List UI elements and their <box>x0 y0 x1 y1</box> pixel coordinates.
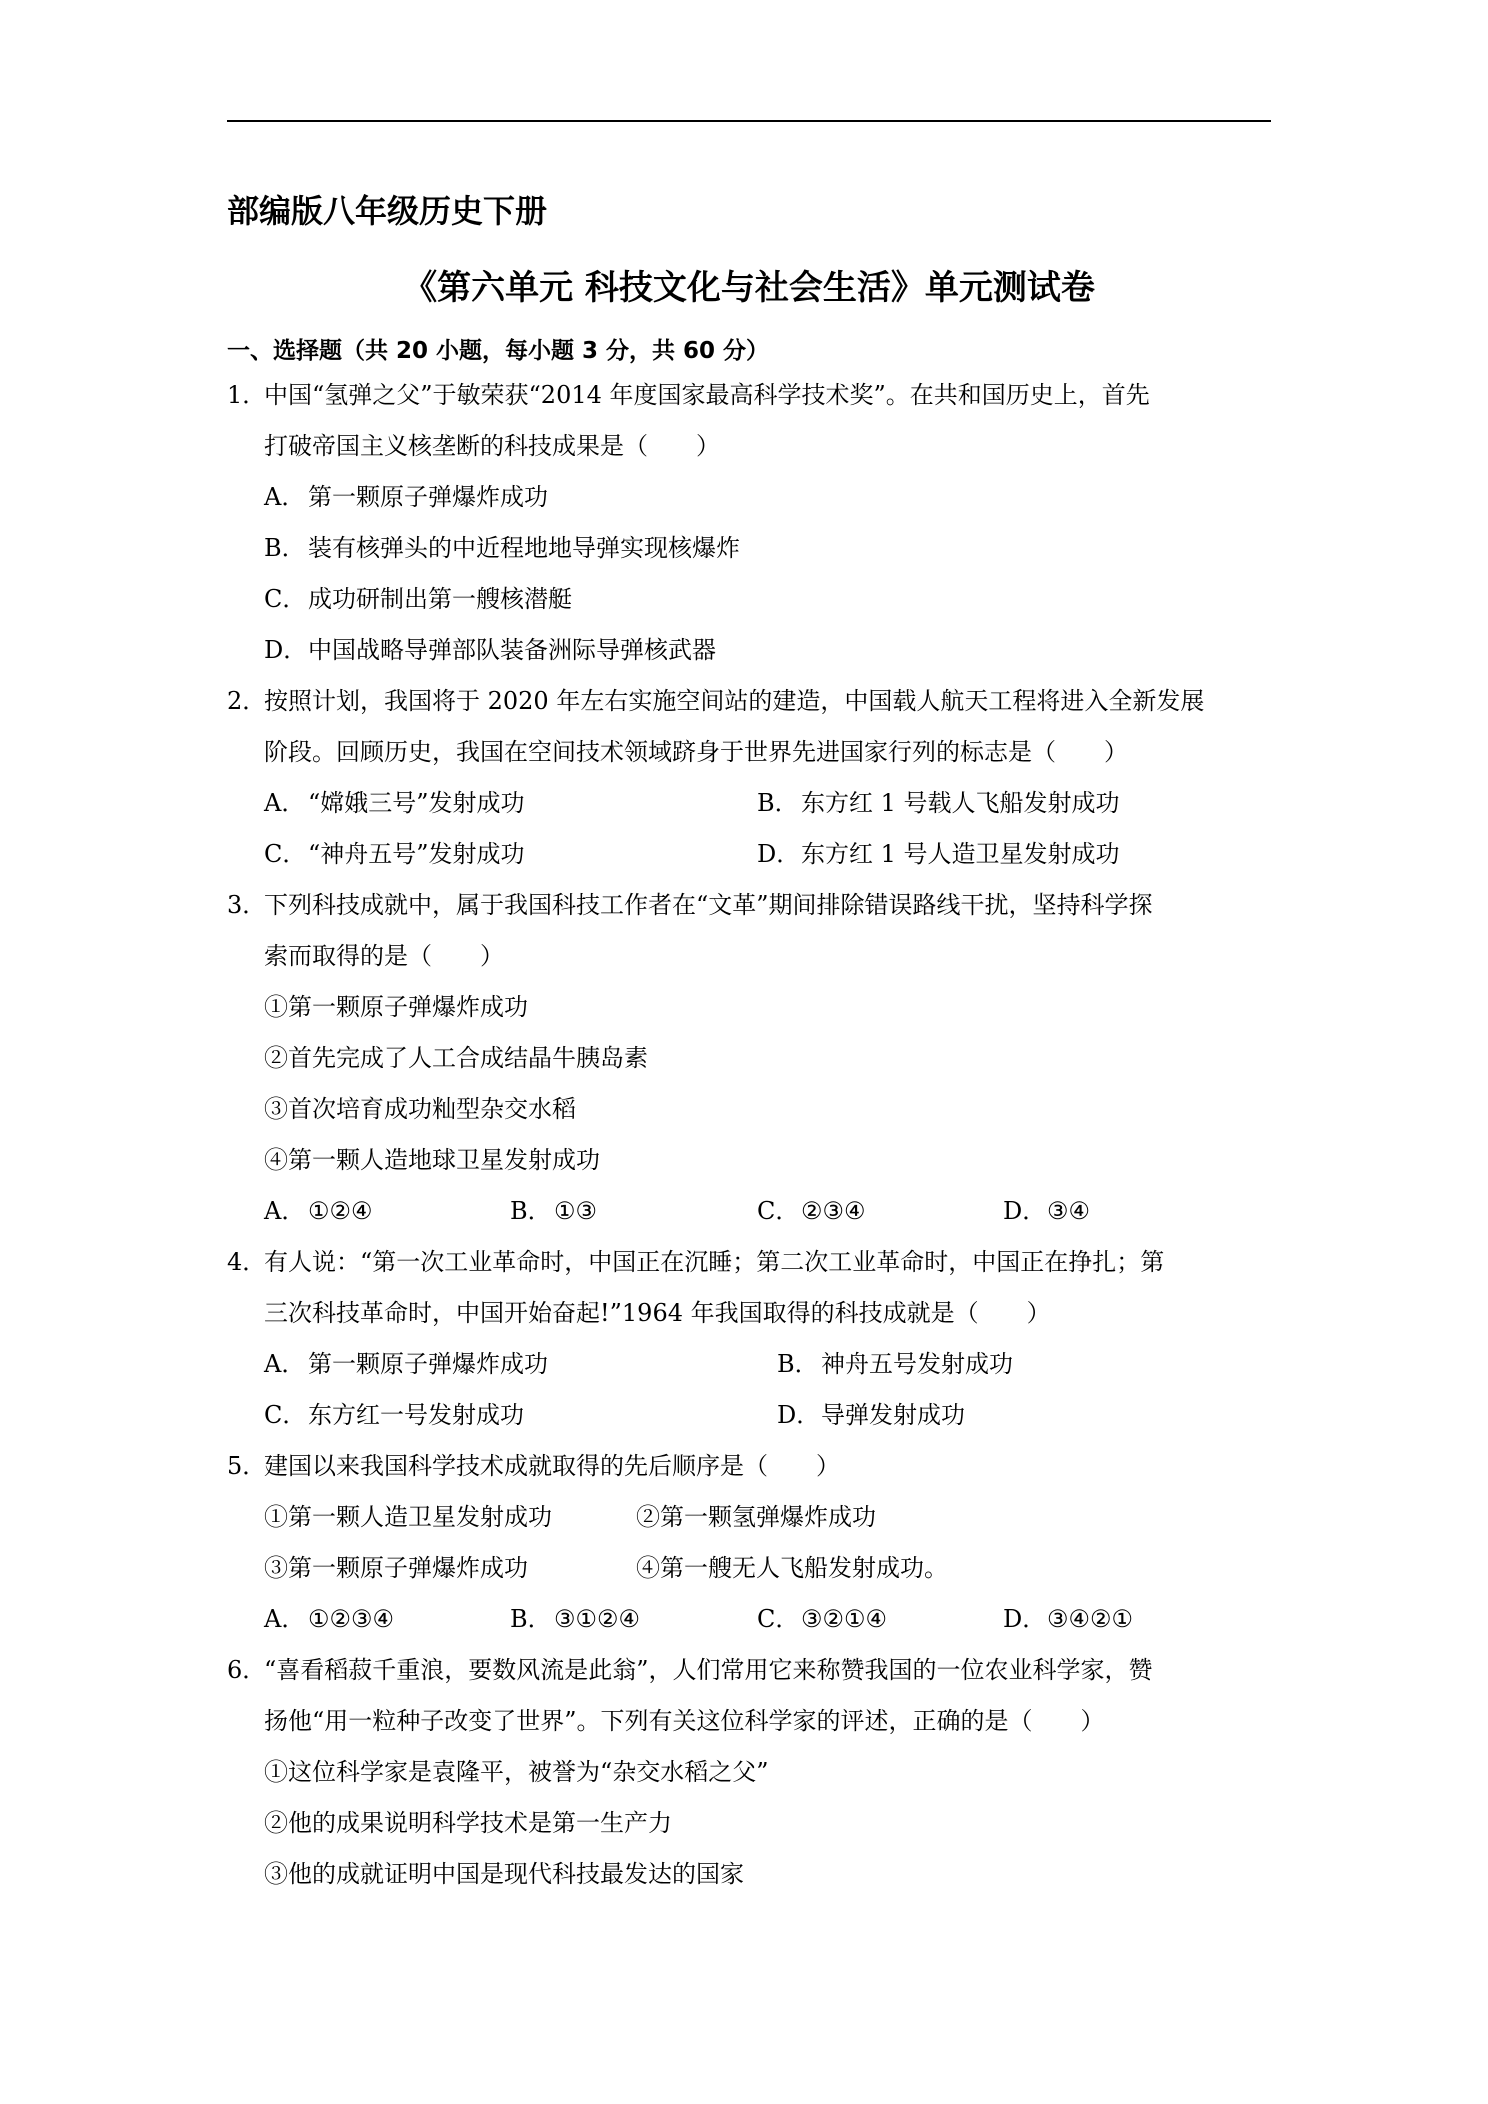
option-text: ①②③④ <box>308 1605 395 1633</box>
question-text-line: 按照计划，我国将于 2020 年左右实施空间站的建造，中国载人航天工程将进入全新发展 <box>264 687 1205 715</box>
option-label: D． <box>1003 1197 1047 1225</box>
answer-option <box>1003 1195 1090 1227</box>
option-text: “嫦娥三号”发射成功 <box>308 789 525 817</box>
question-text-line: 建国以来我国科学技术成就取得的先后顺序是（ ） <box>264 1452 840 1480</box>
option-label: D． <box>777 1401 821 1429</box>
option-label: A． <box>264 789 306 817</box>
answer-option <box>264 838 525 870</box>
answer-option <box>264 583 572 615</box>
answer-option <box>1003 1603 1133 1635</box>
option-text: 神舟五号发射成功 <box>821 1350 1013 1378</box>
answer-option <box>510 1195 597 1227</box>
statement-item: ②首先完成了人工合成结晶牛胰岛素 <box>264 1044 648 1072</box>
header-rule <box>227 120 1271 122</box>
answer-option <box>757 1603 887 1635</box>
option-text: 导弹发射成功 <box>821 1401 965 1429</box>
option-text: ③④ <box>1047 1197 1091 1225</box>
statement-item: ②第一颗氢弹爆炸成功 <box>636 1503 876 1531</box>
doc-title-line1: 部编版八年级历史下册 <box>227 192 548 230</box>
option-label: A． <box>264 1197 306 1225</box>
option-label: C． <box>757 1197 800 1225</box>
option-label: D． <box>264 636 308 664</box>
statement-item: ①这位科学家是袁隆平，被誉为“杂交水稻之父” <box>264 1758 769 1786</box>
option-text: ③②①④ <box>801 1605 888 1633</box>
answer-option <box>264 1195 373 1227</box>
question-text-line: 扬他“用一粒种子改变了世界”。下列有关这位科学家的评述，正确的是（ ） <box>264 1707 1105 1735</box>
option-label: A． <box>264 483 306 511</box>
option-text: 第一颗原子弹爆炸成功 <box>308 483 548 511</box>
option-label: B． <box>777 1350 819 1378</box>
question-text-line: “喜看稻菽千重浪，要数风流是此翁”，人们常用它来称赞我国的一位农业科学家，赞 <box>264 1656 1153 1684</box>
option-text: “神舟五号”发射成功 <box>308 840 525 868</box>
option-label: C． <box>264 1401 307 1429</box>
answer-option <box>757 1195 866 1227</box>
option-label: C． <box>264 585 307 613</box>
question-text-line: 阶段。回顾历史，我国在空间技术领域跻身于世界先进国家行列的标志是（ ） <box>264 738 1128 766</box>
question-text-line: 打破帝国主义核垄断的科技成果是（ ） <box>264 432 720 460</box>
statement-item: ①第一颗人造卫星发射成功 <box>264 1503 552 1531</box>
option-label: B． <box>264 534 306 562</box>
statement-item: ④第一颗人造地球卫星发射成功 <box>264 1146 600 1174</box>
answer-option <box>264 787 525 819</box>
statement-item: ②他的成果说明科学技术是第一生产力 <box>264 1809 672 1837</box>
option-label: B． <box>510 1197 552 1225</box>
answer-option <box>264 481 548 513</box>
answer-option <box>757 838 1120 870</box>
answer-option <box>777 1399 965 1431</box>
answer-option <box>510 1603 640 1635</box>
question-text-line: 索而取得的是（ ） <box>264 942 504 970</box>
option-label: B． <box>757 789 799 817</box>
option-text: ①②④ <box>308 1197 373 1225</box>
answer-option <box>264 1603 394 1635</box>
section-heading: 一、选择题（共 20 小题，每小题 3 分，共 60 分） <box>227 338 770 364</box>
question-number: 2． <box>227 687 267 715</box>
answer-option <box>777 1348 1013 1380</box>
statement-item: ③首次培育成功籼型杂交水稻 <box>264 1095 576 1123</box>
option-label: C． <box>757 1605 800 1633</box>
option-text: ③④②① <box>1047 1605 1134 1633</box>
option-text: ③①②④ <box>554 1605 641 1633</box>
question-number: 5． <box>227 1452 267 1480</box>
question-text-line: 下列科技成就中，属于我国科技工作者在“文革”期间排除错误路线干扰，坚持科学探 <box>264 891 1153 919</box>
question-number: 3． <box>227 891 267 919</box>
option-text: 东方红 1 号载人飞船发射成功 <box>801 789 1120 817</box>
question-text-line: 三次科技革命时，中国开始奋起!”1964 年我国取得的科技成就是（ ） <box>264 1299 1051 1327</box>
question-text-line: 有人说：“第一次工业革命时，中国正在沉睡；第二次工业革命时，中国正在挣扎；第 <box>264 1248 1165 1276</box>
answer-option <box>264 634 716 666</box>
option-label: A． <box>264 1350 306 1378</box>
option-text: ①③ <box>554 1197 598 1225</box>
doc-title-line2: 《第六单元 科技文化与社会生活》单元测试卷 <box>403 268 1095 308</box>
answer-option <box>264 1348 548 1380</box>
question-number: 1． <box>227 381 267 409</box>
statement-item: ④第一艘无人飞船发射成功。 <box>636 1554 948 1582</box>
answer-option <box>264 532 740 564</box>
option-text: 装有核弹头的中近程地地导弹实现核爆炸 <box>308 534 740 562</box>
question-text-line: 中国“氢弹之父”于敏荣获“2014 年度国家最高科学技术奖”。在共和国历史上，首先 <box>264 381 1150 409</box>
option-text: 东方红一号发射成功 <box>308 1401 524 1429</box>
answer-option <box>757 787 1120 819</box>
option-label: B． <box>510 1605 552 1633</box>
option-text: 成功研制出第一艘核潜艇 <box>308 585 572 613</box>
statement-item: ③第一颗原子弹爆炸成功 <box>264 1554 528 1582</box>
option-label: A． <box>264 1605 306 1633</box>
option-text: 第一颗原子弹爆炸成功 <box>308 1350 548 1378</box>
option-label: D． <box>757 840 801 868</box>
statement-item: ③他的成就证明中国是现代科技最发达的国家 <box>264 1860 744 1888</box>
option-label: D． <box>1003 1605 1047 1633</box>
question-number: 4． <box>227 1248 267 1276</box>
option-text: 东方红 1 号人造卫星发射成功 <box>801 840 1120 868</box>
question-number: 6． <box>227 1656 267 1684</box>
answer-option <box>264 1399 524 1431</box>
option-label: C． <box>264 840 307 868</box>
option-text: 中国战略导弹部队装备洲际导弹核武器 <box>308 636 716 664</box>
option-text: ②③④ <box>801 1197 866 1225</box>
statement-item: ①第一颗原子弹爆炸成功 <box>264 993 528 1021</box>
